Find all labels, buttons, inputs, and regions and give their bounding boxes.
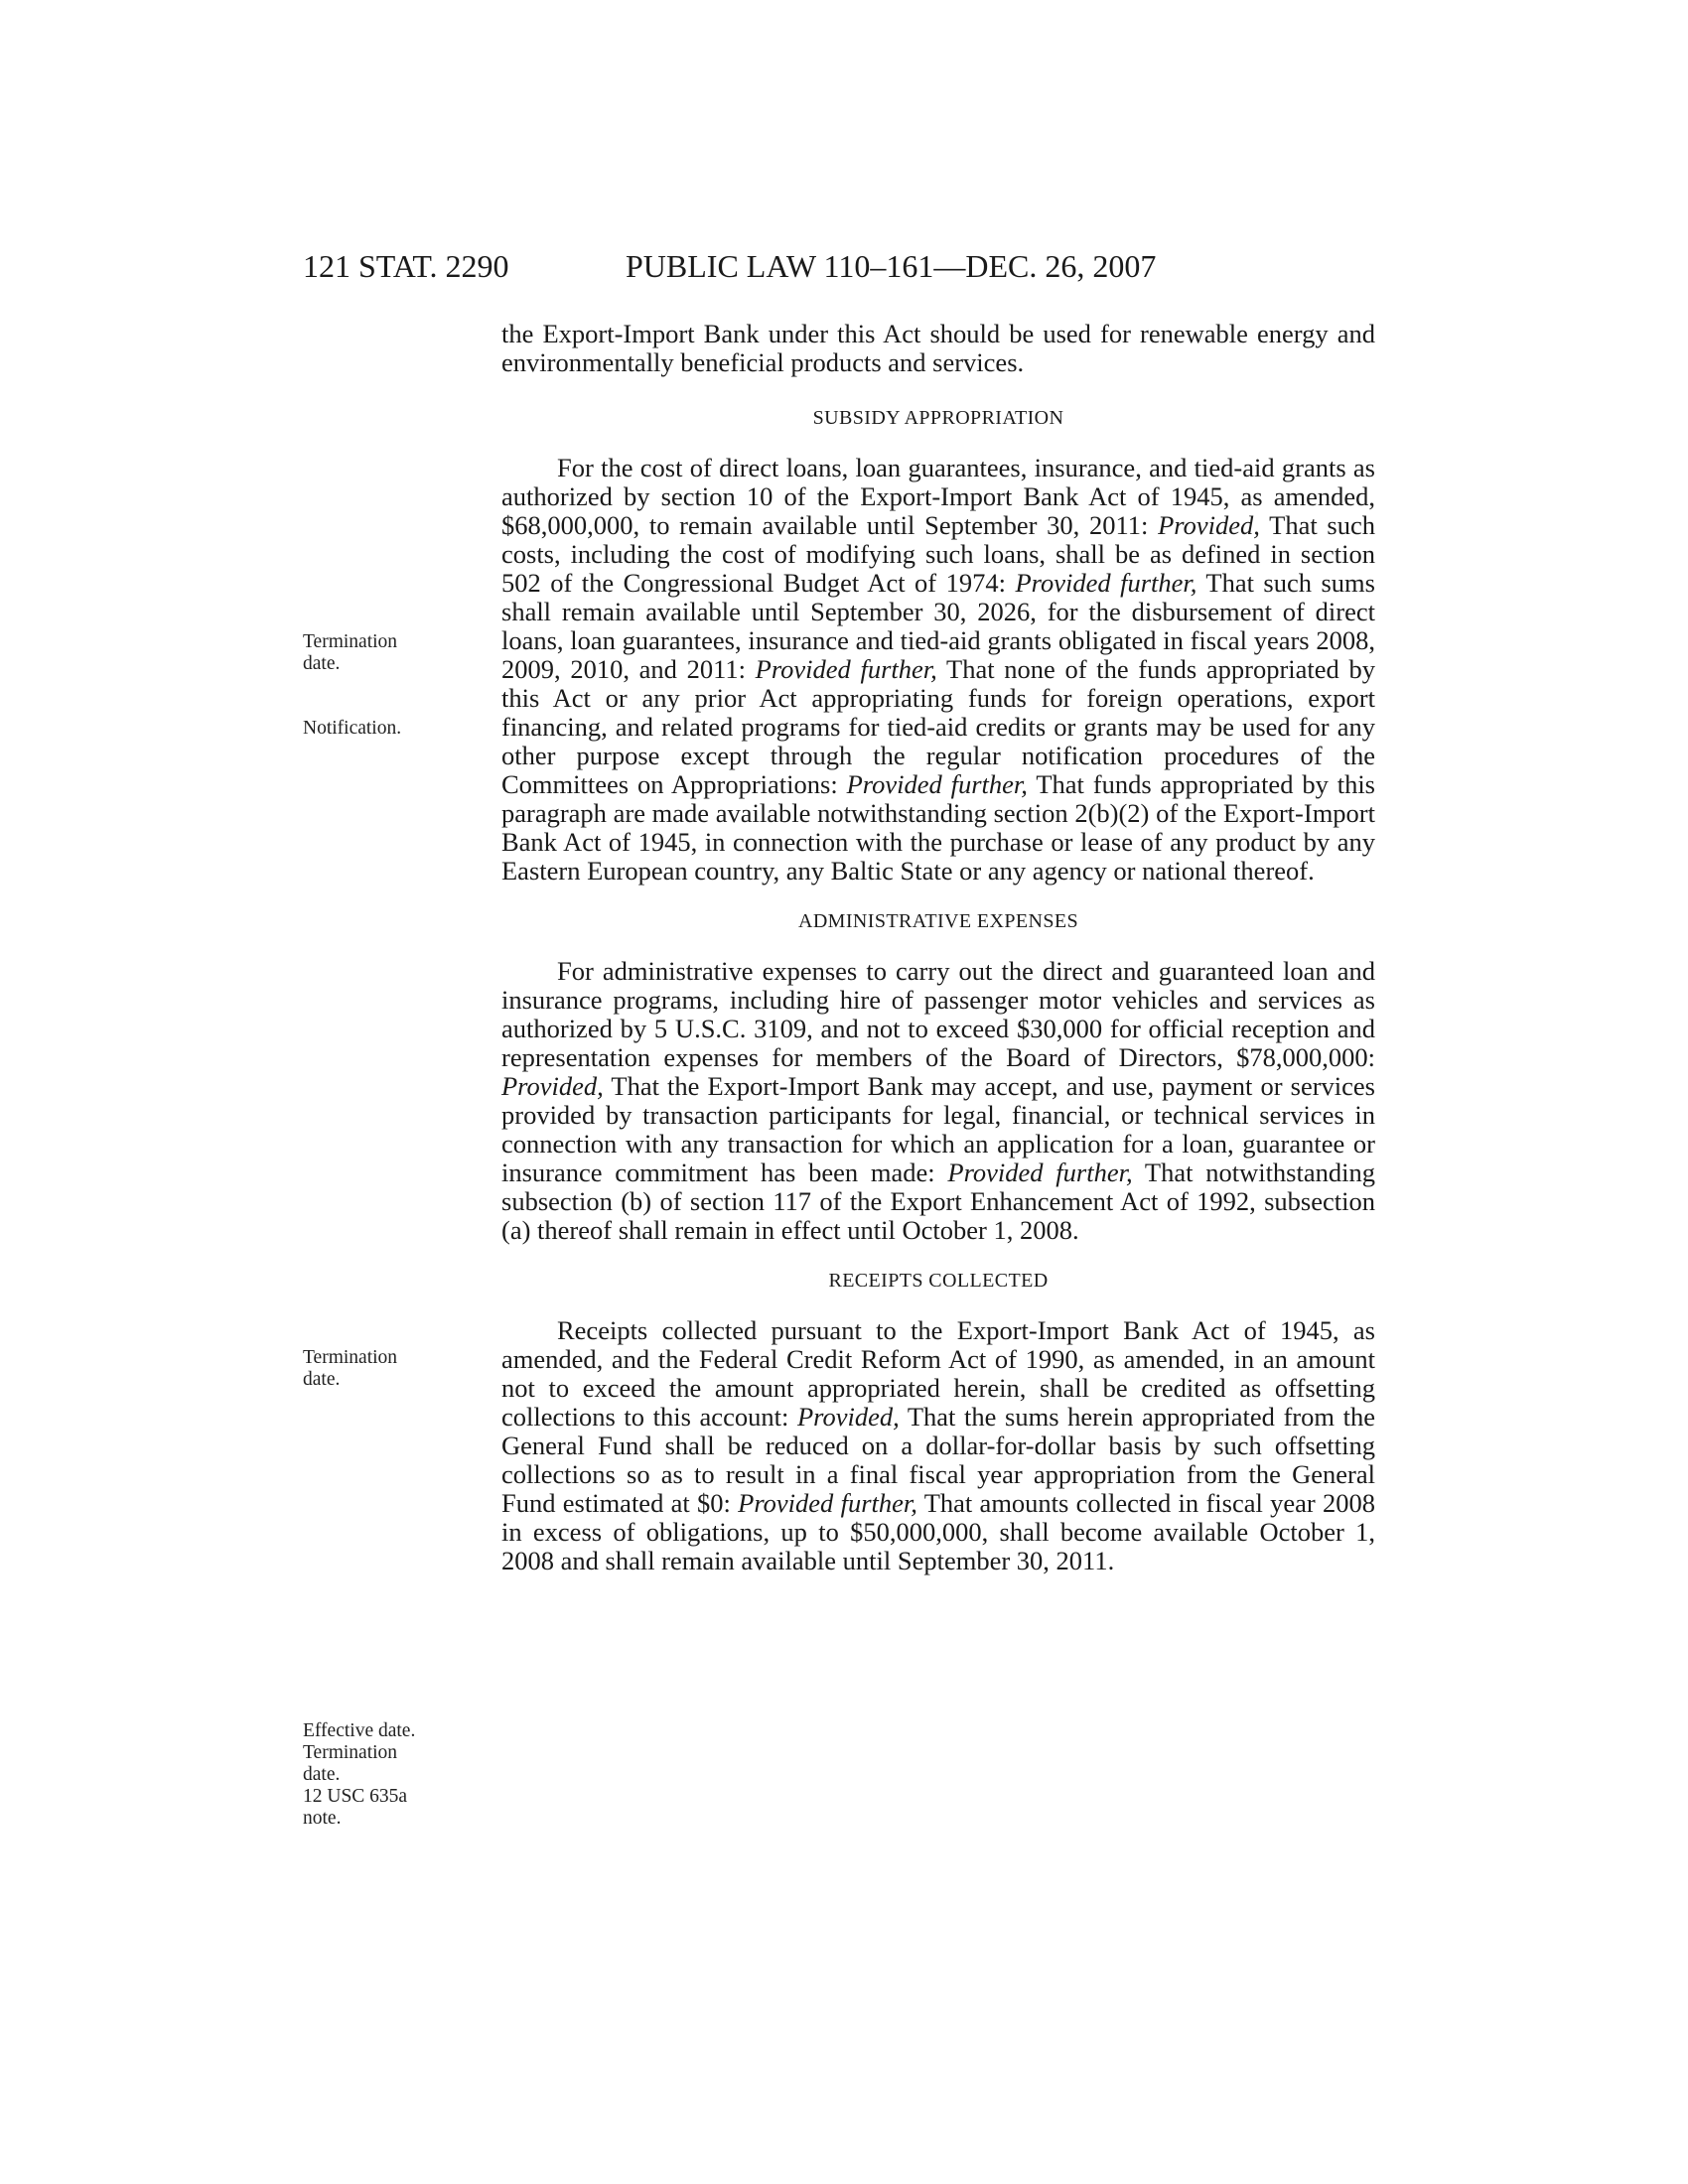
subsidy-text-5: That funds appropriated by this paragraph are made available notwithstanding section 2(b)(2) of the Export-Import Bank Act of 1945, in connection with the purchase or lease of any product by any Eastern European country, any Baltic State or any agency or national thereof. [501,769,1375,886]
receipts-collected-paragraph [501,1316,1375,1575]
subsidy-text-4: That none of the funds appropriated by this Act or any prior Act appropriating funds for foreign operations, export financing, and related programs for tied-aid credits or grants may be used for any other purpose except through the regular notification procedures of the Committees on Appropriations: [501,654,1375,799]
admin-proviso-1: Provided, [501,1071,604,1101]
receipts-text-2: That the sums herein appropriated from the General Fund shall be reduced on a dollar-for-dollar basis by such offsetting collections so as to result in a final fiscal year appropriation from the General Fund estimated at $0: [501,1402,1375,1518]
intro-paragraph: the Export-Import Bank under this Act should be used for renewable energy and environmentally beneficial products and services. [501,319,1375,377]
receipts-text-1: Receipts collected pursuant to the Export-Import Bank Act of 1945, as amended, and the Federal Credit Reform Act of 1990, as amended, in an amount not to exceed the amount appropriated herein, shall be credited as offsetting collections to this account: [501,1315,1375,1432]
admin-text-2: That the Export-Import Bank may accept, and use, payment or services provided by transaction participants for legal, financial, or technical services in connection with any transaction for which an application for a loan, guarantee or insurance commitment has been made: [501,1071,1375,1187]
margin-note-termination-date [303,631,442,675]
subsidy-appropriation-heading: SUBSIDY APPROPRIATION [812,407,1064,429]
administrative-expenses-paragraph [501,957,1375,1245]
page-header [303,246,1395,286]
admin-proviso-2: Provided further, [947,1158,1133,1187]
subsidy-text-3: That such sums shall remain available until September 30, 2026, for the disbursement of direct loans, loan guarantees, insurance and tied-aid grants obligated in fiscal years 2008, 2009, 2010, and 2011: [501,568,1375,684]
admin-text-3: That notwithstanding subsection (b) of section 117 of the Export Enhancement Act of 1992, subsection (a) thereof shall remain in effect until October 1, 2008. [501,1158,1375,1245]
margin-note-line: Effective date. [303,1720,416,1741]
margin-note-line: date. [303,1369,341,1390]
subsidy-proviso-4: Provided further, [846,769,1028,799]
public-law-title: PUBLIC LAW 110–161—DEC. 26, 2007 [626,248,1157,284]
subsidy-proviso-1: Provided, [1158,510,1260,540]
statute-page-number: 121 STAT. 2290 [303,248,509,284]
margin-note-line: Termination [303,631,398,652]
body-column [501,320,1375,1575]
subsidy-text-1: For the cost of direct loans, loan guarantees, insurance, and tied-aid grants as authorized by section 10 of the Export-Import Bank Act of 1945, as amended, $68,000,000, to remain available until September 30, 2011: [501,453,1375,540]
subsidy-text-2: That such costs, including the cost of modifying such loans, shall be as defined in section 502 of the Congressional Budget Act of 1974: [501,510,1375,598]
receipts-text-3: That amounts collected in fiscal year 2008 in excess of obligations, up to $50,000,000, shall become available October 1, 2008 and shall remain available until September 30, 2011. [501,1488,1375,1575]
receipts-collected-heading: RECEIPTS COLLECTED [828,1270,1049,1292]
margin-note-line: Termination [303,1347,398,1368]
administrative-expenses-heading: ADMINISTRATIVE EXPENSES [798,910,1078,932]
receipts-proviso-1: Provided, [796,1402,900,1432]
subsidy-proviso-2: Provided further, [1015,568,1197,598]
margin-note-line: Notification. [303,718,402,739]
margin-note-line: Termination [303,1742,398,1763]
subsidy-appropriation-paragraph [501,454,1375,886]
margin-note-notification [303,718,442,740]
margin-note-line: date. [303,1764,341,1785]
margin-note-line: 12 USC 635a [303,1786,408,1807]
margin-note-termination-date [303,1347,442,1391]
margin-note-line: date. [303,653,341,674]
subsidy-proviso-3: Provided further, [755,654,937,684]
margin-note-line: note. [303,1808,342,1829]
receipts-proviso-2: Provided further, [738,1488,917,1518]
margin-note-effective-termination-usc [303,1720,442,1830]
admin-text-1: For administrative expenses to carry out the direct and guaranteed loan and insurance programs, including hire of passenger motor vehicles and services as authorized by 5 U.S.C. 3109, and not to exceed $30,000 for official reception and representation expenses for members of the Board of Directors, $78,000,000: [501,956,1375,1072]
